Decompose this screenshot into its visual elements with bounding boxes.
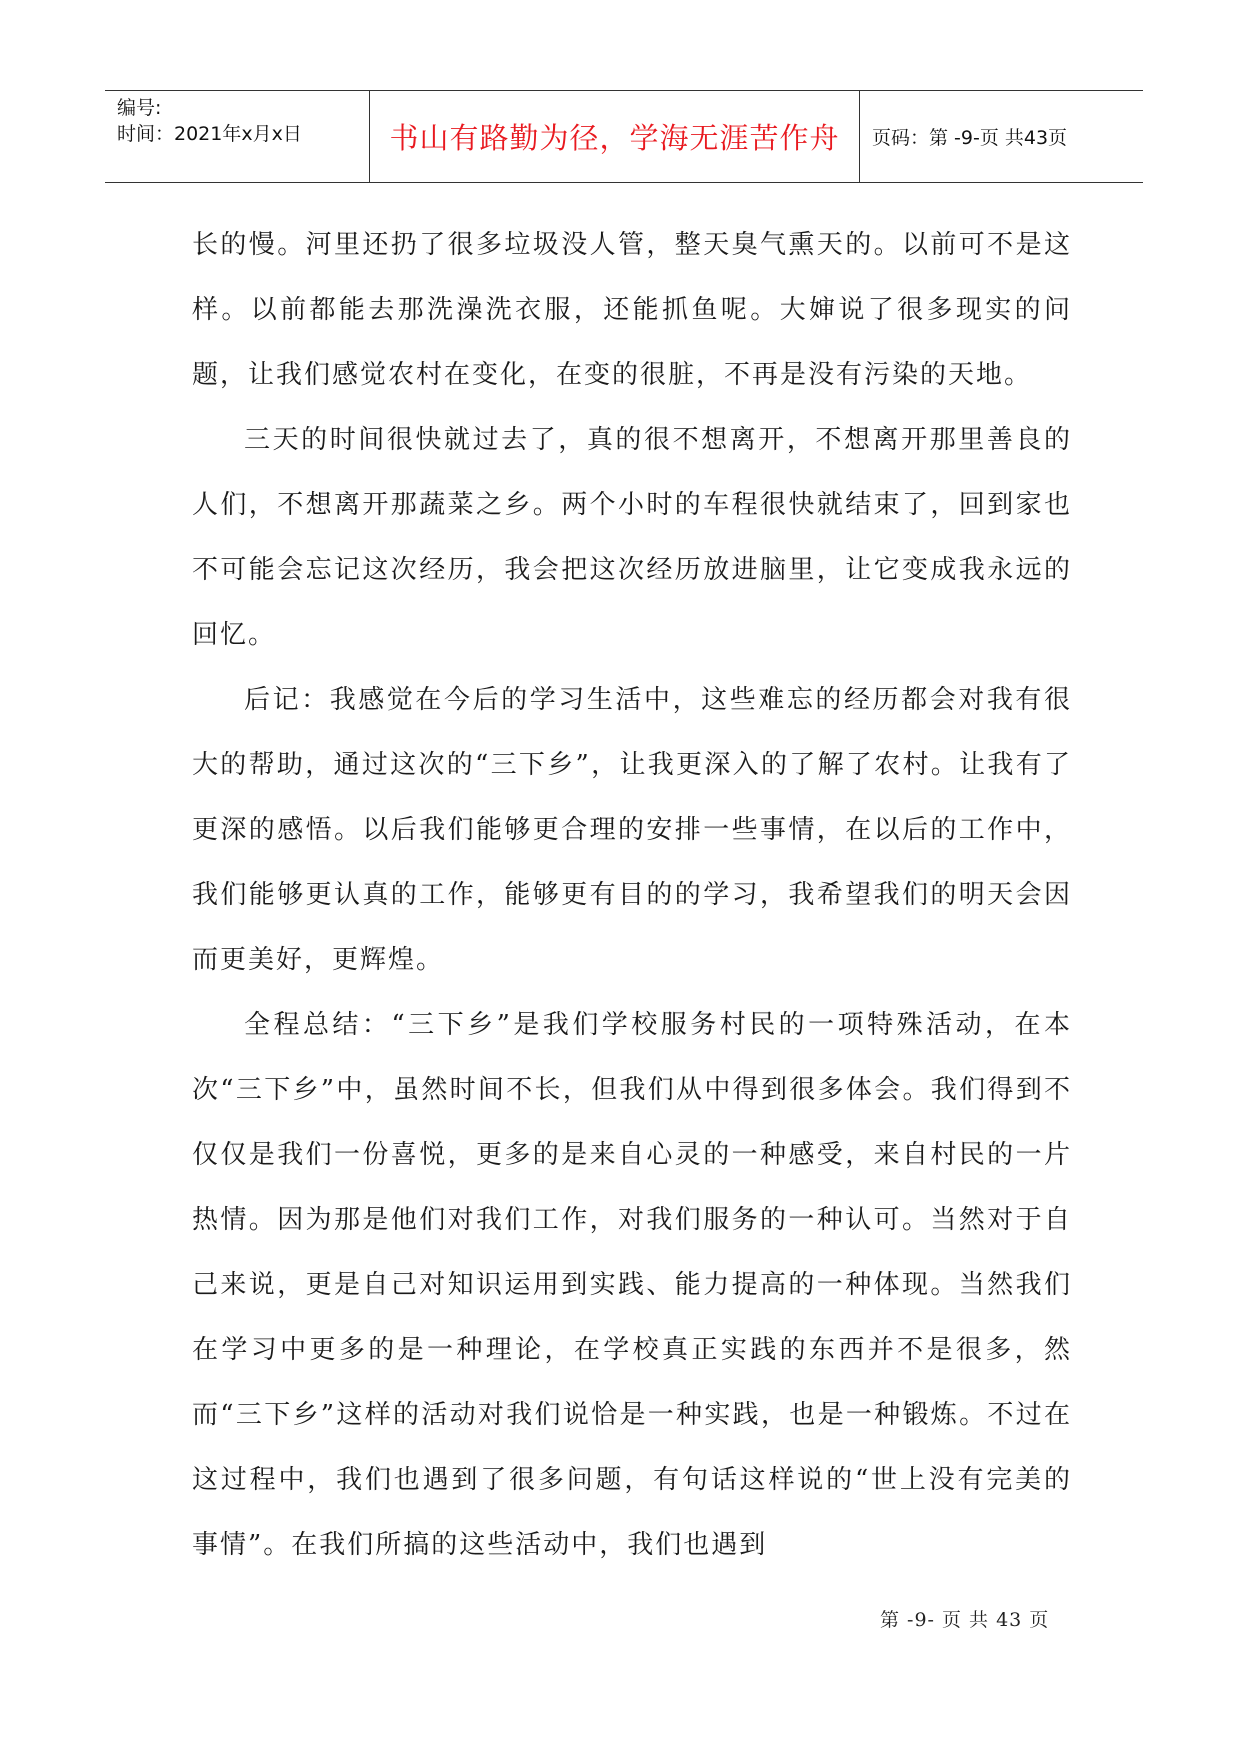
header-page-label: 页码：第 -9-页 共43页 [872,127,1068,149]
body-paragraph: 全程总结：“三下乡”是我们学校服务村民的一项特殊活动，在本次“三下乡”中，虽然时间不长，但我们从中得到很多体会。我们得到不仅仅是我们一份喜悦，更多的是来自心灵的一种感受，来自村民的一片热情。因为那是他们对我们工作，对我们服务的一种认可。当然对于自己来说，更是自己对知识运用到实践、能力提高的一种体现。当然我们在学习中更多的是一种理论，在学校真正实践的东西并不是很多，然而“三下乡”这样的活动对我们说恰是一种实践，也是一种锻炼。不过在这过程中，我们也遇到了很多问题，有句话这样说的“世上没有完美的事情”。在我们所搞的这些活动中，我们也遇到 [192,1010,1072,1560]
document-number-label: 编号: [117,97,162,119]
page-footer: 第 -9- 页 共 43 页 [880,1609,1050,1631]
header-page-cell [860,91,1143,182]
document-time-label: 时间：2021年x月x日 [117,123,302,145]
header-motto-cell [370,91,860,182]
header-motto: 书山有路勤为径，学海无涯苦作舟 [389,121,840,155]
header-info-cell [105,91,370,182]
body-paragraph: 后记：我感觉在今后的学习生活中，这些难忘的经历都会对我有很大的帮助，通过这次的“三下乡”，让我更深入的了解了农村。让我有了更深的感悟。以后我们能够更合理的安排一些事情，在以后的工作中，我们能够更认真的工作，能够更有目的的学习，我希望我们的明天会因而更美好，更辉煌。 [192,685,1072,975]
body-paragraph: 长的慢。河里还扔了很多垃圾没人管，整天臭气熏天的。以前可不是这样。以前都能去那洗澡洗衣服，还能抓鱼呢。大婶说了很多现实的问题，让我们感觉农村在变化，在变的很脏，不再是没有污染的天地。 [192,230,1072,390]
document-body [192,213,1072,1578]
body-paragraph: 三天的时间很快就过去了，真的很不想离开，不想离开那里善良的人们，不想离开那蔬菜之乡。两个小时的车程很快就结束了，回到家也不可能会忘记这次经历，我会把这次经历放进脑里，让它变成我永远的回忆。 [192,425,1072,650]
document-header [105,90,1143,183]
